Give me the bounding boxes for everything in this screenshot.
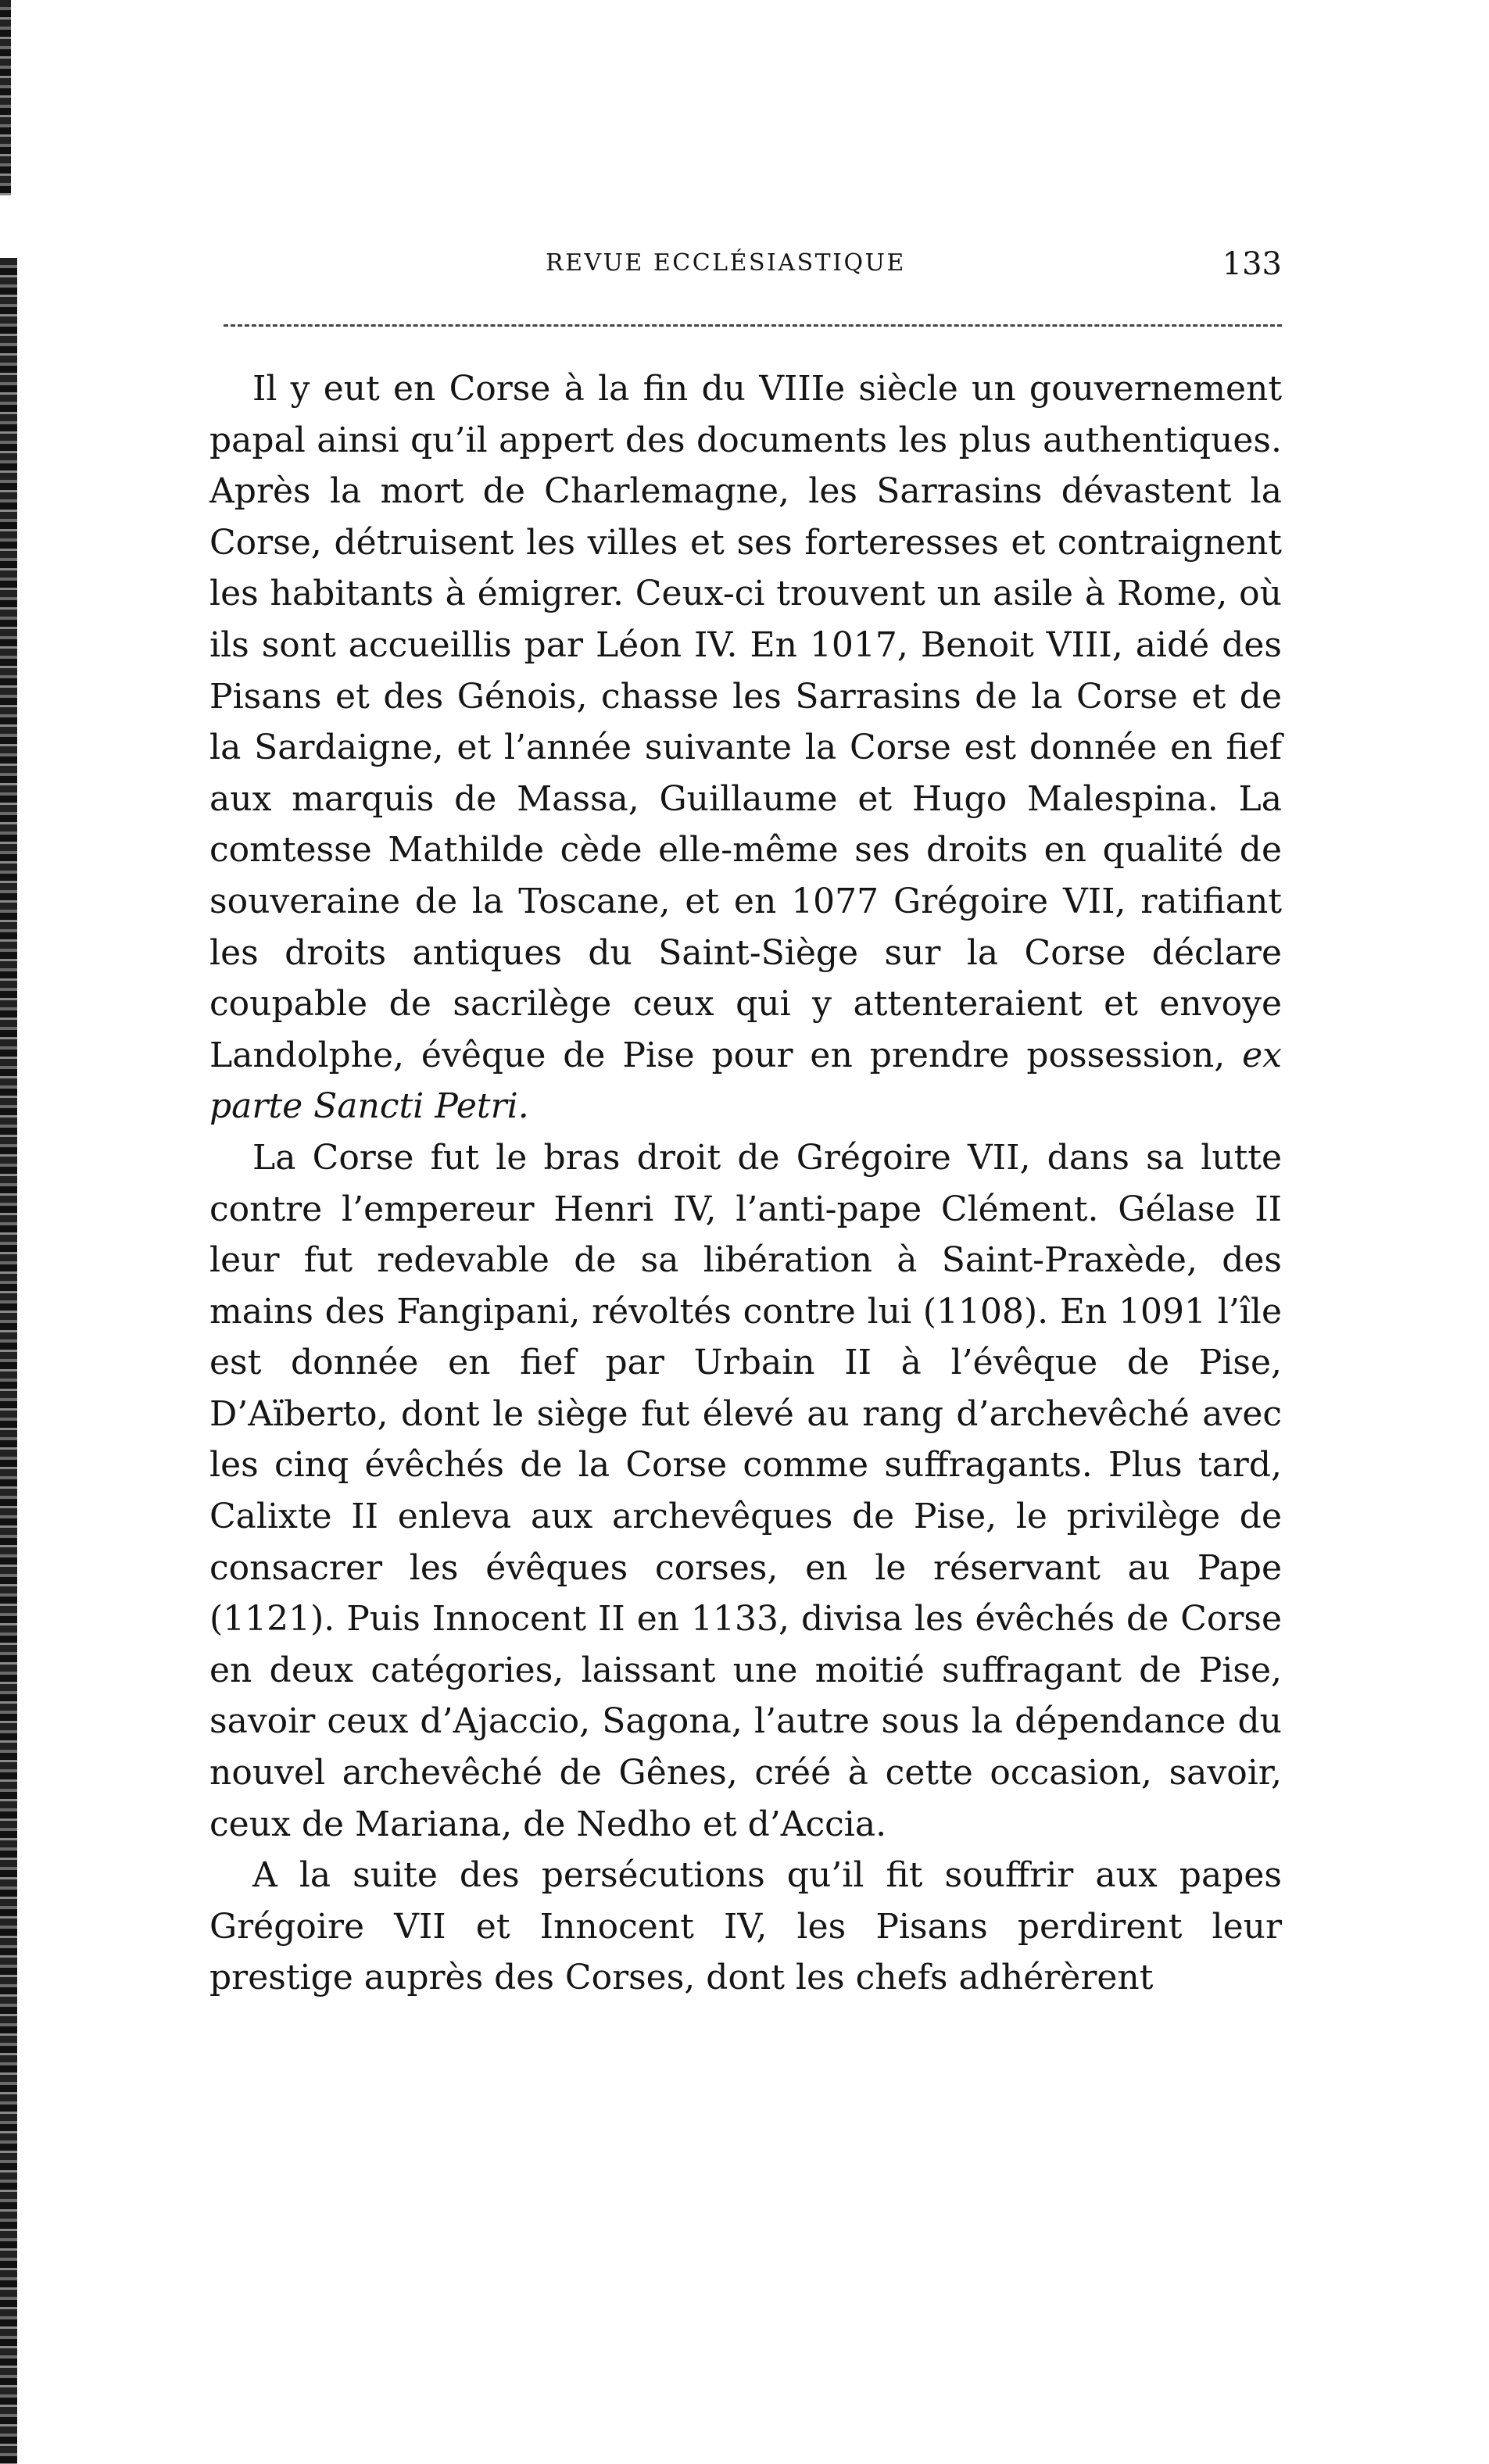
binding-edge <box>0 258 17 2464</box>
paragraph-1-text: Il y eut en Corse à la fin du VIIIe siècle un gouvernement papal ainsi qu’il appert des documents les plus authentiques. Après la mort de Charlemagne, les Sarrasins dévastent la Corse, détruisent les villes et ses forteresses et contraignent les habitants à émigrer. Ceux-ci trouvent un asile à Rome, où ils sont accueillis par Léon IV. En 1017, Benoit VIII, aidé des Pisans et des Génois, chasse les Sarrasins de la Corse et de la Sardaigne, et l’année suivante la Corse est donnée en fief aux marquis de Massa, Guillaume et Hugo Malespina. La comtesse Mathilde cède elle-même ses droits en qualité de souveraine de la Toscane, et en 1077 Grégoire VII, ratifiant les droits antiques du Saint-Siège sur la Corse déclare coupable de sacrilège ceux qui y attenteraient et envoye Landolphe, évêque de Pise pour en prendre possession, <box>209 369 1282 1075</box>
paragraph-2: La Corse fut le bras droit de Grégoire VII, dans sa lutte contre l’empereur Henri IV, l’anti-pape Clément. Gélase II leur fut redevable de sa libération à Saint-Praxède, des mains des Fangipani, révoltés contre lui (1108). En 1091 l’île est donnée en fief par Urbain II à l’évêque de Pise, D’Aïberto, dont le siège fut élevé au rang d’archevêché avec les cinq évêchés de la Corse comme suffragants. Plus tard, Calixte II enleva aux archevêques de Pise, le privilège de consacrer les évêques corses, en le réservant au Pape (1121). Puis Innocent II en 1133, divisa les évêchés de Corse en deux catégories, laissant une moitié suffragant de Pise, savoir ceux d’Ajaccio, Sagona, l’autre sous la dépendance du nouvel archevêché de Gênes, créé à cette occasion, savoir, ceux de Mariana, de Nedho et d’Accia. <box>209 1137 1282 1844</box>
page-header <box>209 246 1282 291</box>
binding-edge-top <box>0 0 11 195</box>
header-rule <box>224 324 1282 327</box>
paragraph-1 <box>209 363 1282 1132</box>
page-body <box>209 363 1282 2004</box>
running-title: REVUE ECCLÉSIASTIQUE <box>546 249 906 277</box>
book-page <box>209 246 1282 1998</box>
latin-phrase: ex parte Sancti Petri. <box>209 1035 1282 1127</box>
paragraph-3: A la suite des persécutions qu’il fit souffrir aux papes Grégoire VII et Innocent IV, les Pisans perdirent leur prestige auprès des Corses, dont les chefs adhérèrent <box>209 1855 1282 1998</box>
page-number: 133 <box>1222 246 1282 282</box>
